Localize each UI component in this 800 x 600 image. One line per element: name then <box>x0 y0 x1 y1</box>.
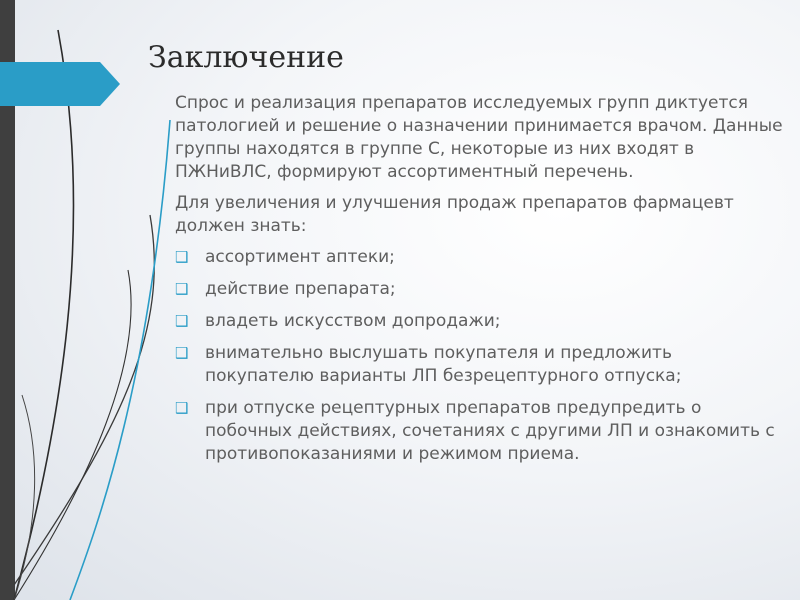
bullet-list <box>175 246 785 466</box>
accent-arrow-shape <box>0 62 120 106</box>
bullet-text: при отпуске рецептурных препаратов предупредить о побочных действиях, сочетаниях с другими ЛП и ознакомить с противопоказаниями и режимом приема. <box>205 398 775 464</box>
list-item <box>175 397 785 466</box>
checkbox-bullet-icon: ❑ <box>175 399 189 417</box>
list-item <box>175 278 785 301</box>
checkbox-bullet-icon: ❑ <box>175 248 189 266</box>
bullet-text: владеть искусством допродажи; <box>205 311 501 331</box>
list-item <box>175 310 785 333</box>
list-item <box>175 342 785 388</box>
bullet-text: внимательно выслушать покупателя и предложить покупателю варианты ЛП безрецептурного отпуска; <box>205 343 682 386</box>
checkbox-bullet-icon: ❑ <box>175 344 189 362</box>
list-item <box>175 246 785 269</box>
bullet-text: действие препарата; <box>205 279 396 299</box>
lead-paragraph: Для увеличения и улучшения продаж препаратов фармацевт должен знать: <box>175 193 734 236</box>
bullet-text: ассортимент аптеки; <box>205 247 395 267</box>
slide-body <box>175 92 785 475</box>
checkbox-bullet-icon: ❑ <box>175 312 189 330</box>
slide-title: Заключение <box>148 40 344 75</box>
checkbox-bullet-icon: ❑ <box>175 280 189 298</box>
intro-paragraph: Спрос и реализация препаратов исследуемых групп диктуется патологией и решение о назначении принимается врачом. Данные группы находятся в группе С, некоторые из них входят в ПЖНиВЛС, формируют ассортиментный перечень. <box>175 93 783 182</box>
